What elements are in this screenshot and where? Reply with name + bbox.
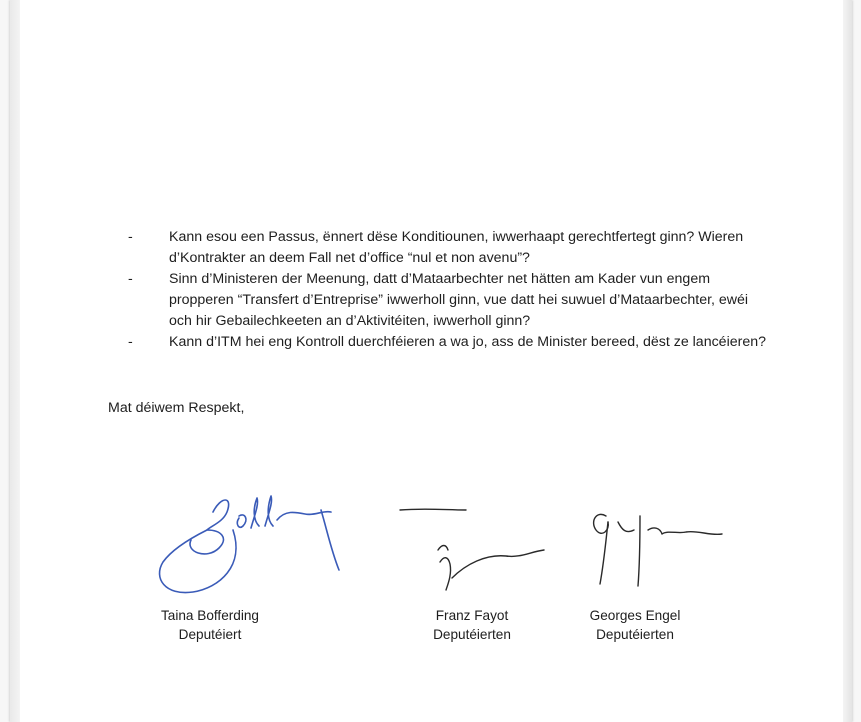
question-text-1: Kann esou een Passus, ënnert dëse Konditiounen, iwwerhaapt gerechtfertegt ginn? Wieren d’Kontrakter an deem Fall net d’office “nul et non avenu”?	[169, 229, 744, 266]
signatory-name: Taina Bofferding	[161, 608, 259, 623]
question-item-1	[128, 227, 768, 269]
signatory-name: Franz Fayot	[435, 608, 509, 623]
signatory-bofferding	[160, 606, 260, 644]
page-right-edge	[843, 0, 852, 722]
question-text-3: Kann d’ITM hei eng Kontroll duerchféieren a wa jo, ass de Minister bereed, dëst ze lancéieren?	[169, 334, 767, 350]
question-item-2	[128, 269, 768, 332]
signatory-fayot	[422, 606, 522, 644]
signatory-name: Georges Engel	[589, 608, 681, 623]
question-list	[128, 227, 768, 353]
question-text-2: Sinn d’Ministeren der Meenung, datt d’Mataarbechter net hätten am Kader vun engem propperen “Transfert d’Entreprise” iwwerholl ginn, vue datt hei suwuel d’Mataarbechter, ewéi och hir Gebailechkeeten an d’Aktivitéiten, iwwerholl ginn?	[169, 271, 749, 329]
signatory-role: Deputéierten	[433, 627, 511, 642]
question-item-3	[128, 332, 768, 353]
list-dash: -	[128, 229, 133, 245]
list-dash: -	[128, 271, 133, 287]
signature-engel	[588, 500, 728, 600]
closing-salutation: Mat déiwem Respekt,	[108, 400, 245, 416]
signature-bofferding	[155, 490, 345, 610]
signature-fayot	[396, 500, 566, 600]
signatory-engel	[585, 606, 685, 644]
signatory-role: Deputéierten	[596, 627, 674, 642]
document-page	[10, 0, 852, 722]
page-left-edge	[10, 0, 20, 722]
signatory-role: Deputéiert	[178, 627, 242, 642]
list-dash: -	[128, 334, 133, 350]
